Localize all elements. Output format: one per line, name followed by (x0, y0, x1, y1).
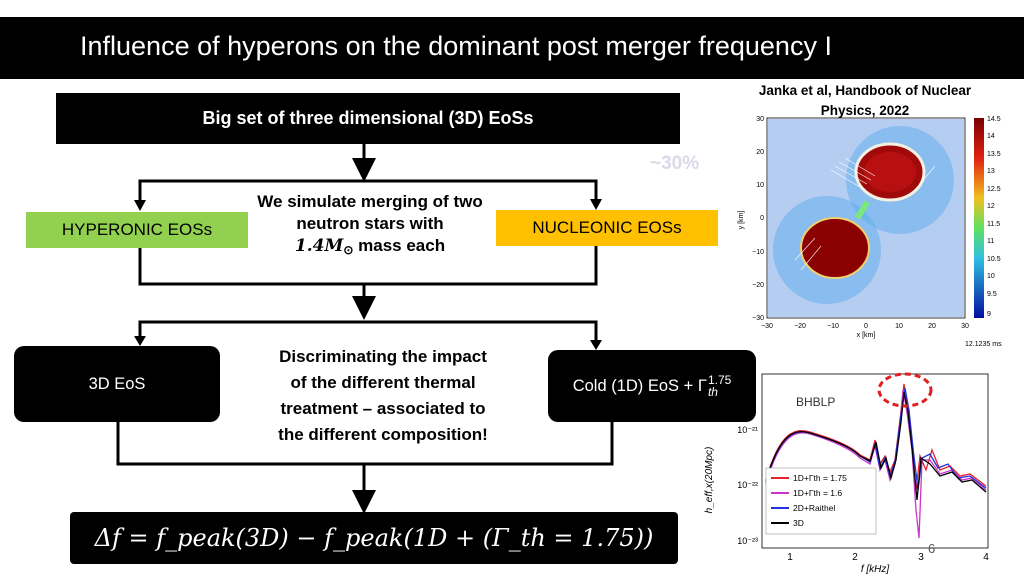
sim-y-tick: −10 (752, 249, 764, 256)
citation-line1: Janka et al, Handbook of Nuclear (758, 83, 972, 98)
hyperonic-box: HYPERONIC EOSs (26, 212, 248, 248)
nucleonic-box: NUCLEONIC EOSs (496, 210, 718, 246)
1d-eos-sup: 1.75 (707, 373, 732, 387)
cbar-tick: 14 (987, 133, 995, 140)
sim-ylabel: y [km] (738, 210, 745, 230)
spec-y-tick: 10⁻²² (737, 480, 758, 490)
slide-title: Influence of hyperons on the dominant post merger frequency I (80, 31, 832, 61)
sim-x-tick: 10 (895, 323, 903, 330)
legend-item: 3D (793, 518, 804, 528)
sim-x-tick: 20 (928, 323, 936, 330)
cbar-tick: 9 (987, 311, 991, 318)
disc-line3: treatment – associated to (280, 399, 486, 418)
sim-time: 12.1235 ms (965, 341, 1002, 348)
delta-f-formula: Δf = f_peak(3D) − f_peak(1D + (Γ_th = 1.75)) (70, 512, 678, 564)
1d-eos-sub: th (707, 385, 718, 399)
disc-line4: the different composition! (278, 425, 488, 444)
slide-number: 6 (928, 541, 936, 556)
cbar-tick: 11 (987, 238, 995, 245)
cbar-tick: 14.5 (987, 116, 1001, 123)
cbar-tick: 13.5 (987, 151, 1001, 158)
sim-y-tick: 0 (760, 215, 764, 222)
mass-value: 1.4M (294, 236, 344, 256)
sim-x-tick: −30 (761, 323, 773, 330)
cbar-tick: 9.5 (987, 291, 997, 298)
sim-y-tick: −20 (752, 282, 764, 289)
sim-x-tick: 30 (961, 323, 969, 330)
spectrum-plot (700, 360, 1022, 576)
citation-line2: Physics, 2022 (820, 103, 910, 118)
mass-suffix: mass each (358, 236, 446, 255)
spec-x-tick: 1 (787, 552, 793, 563)
disc-line1: Discriminating the impact (279, 347, 487, 366)
sim-y-tick: −30 (752, 315, 764, 322)
legend-item: 1D+Γth = 1.6 (793, 488, 843, 498)
discrimination-text (238, 344, 528, 448)
spectrum-eos-label: BHBLP (796, 395, 836, 409)
1d-eos-label: Cold (1D) EoS + Γ (572, 376, 707, 395)
sim-x-tick: −20 (794, 323, 806, 330)
disc-line2: of the different thermal (290, 373, 476, 392)
spec-x-tick: 3 (918, 552, 924, 563)
sim-xlabel: x [km] (856, 332, 876, 339)
cbar-tick: 12 (987, 203, 995, 210)
spec-y-tick: 10⁻²¹ (737, 425, 758, 435)
sim-x-tick: −10 (827, 323, 839, 330)
spec-x-tick: 2 (852, 552, 858, 563)
spec-ylabel: h_eff,x(20Mpc) (704, 446, 715, 514)
simulation-density-plot (735, 110, 1020, 350)
spec-y-tick: 10⁻²³ (737, 536, 758, 546)
cbar-tick: 10.5 (987, 256, 1001, 263)
eos-set-box: Big set of three dimensional (3D) EoSs (56, 93, 680, 144)
cbar-tick: 13 (987, 168, 995, 175)
simulation-line1: We simulate merging of two (257, 192, 483, 211)
legend-item: 2D+Raithel (793, 503, 836, 513)
sim-x-tick: 0 (864, 323, 868, 330)
sim-y-tick: 20 (756, 149, 764, 156)
cbar-tick: 10 (987, 273, 995, 280)
sim-y-tick: 10 (756, 182, 764, 189)
approx-label: ~30% (650, 153, 700, 174)
simulation-line3: 1.4M⊙ mass each (294, 236, 446, 257)
simulation-text (230, 191, 510, 261)
spec-x-tick: 4 (983, 552, 989, 563)
cbar-tick: 11.5 (987, 221, 1001, 228)
3d-eos-box: 3D EoS (14, 346, 220, 422)
simulation-line2: neutron stars with (296, 214, 444, 233)
legend-item: 1D+Γth = 1.75 (793, 473, 847, 483)
spec-xlabel: f [kHz] (860, 564, 890, 575)
cbar-tick: 12.5 (987, 186, 1001, 193)
sim-y-tick: 30 (756, 116, 764, 123)
